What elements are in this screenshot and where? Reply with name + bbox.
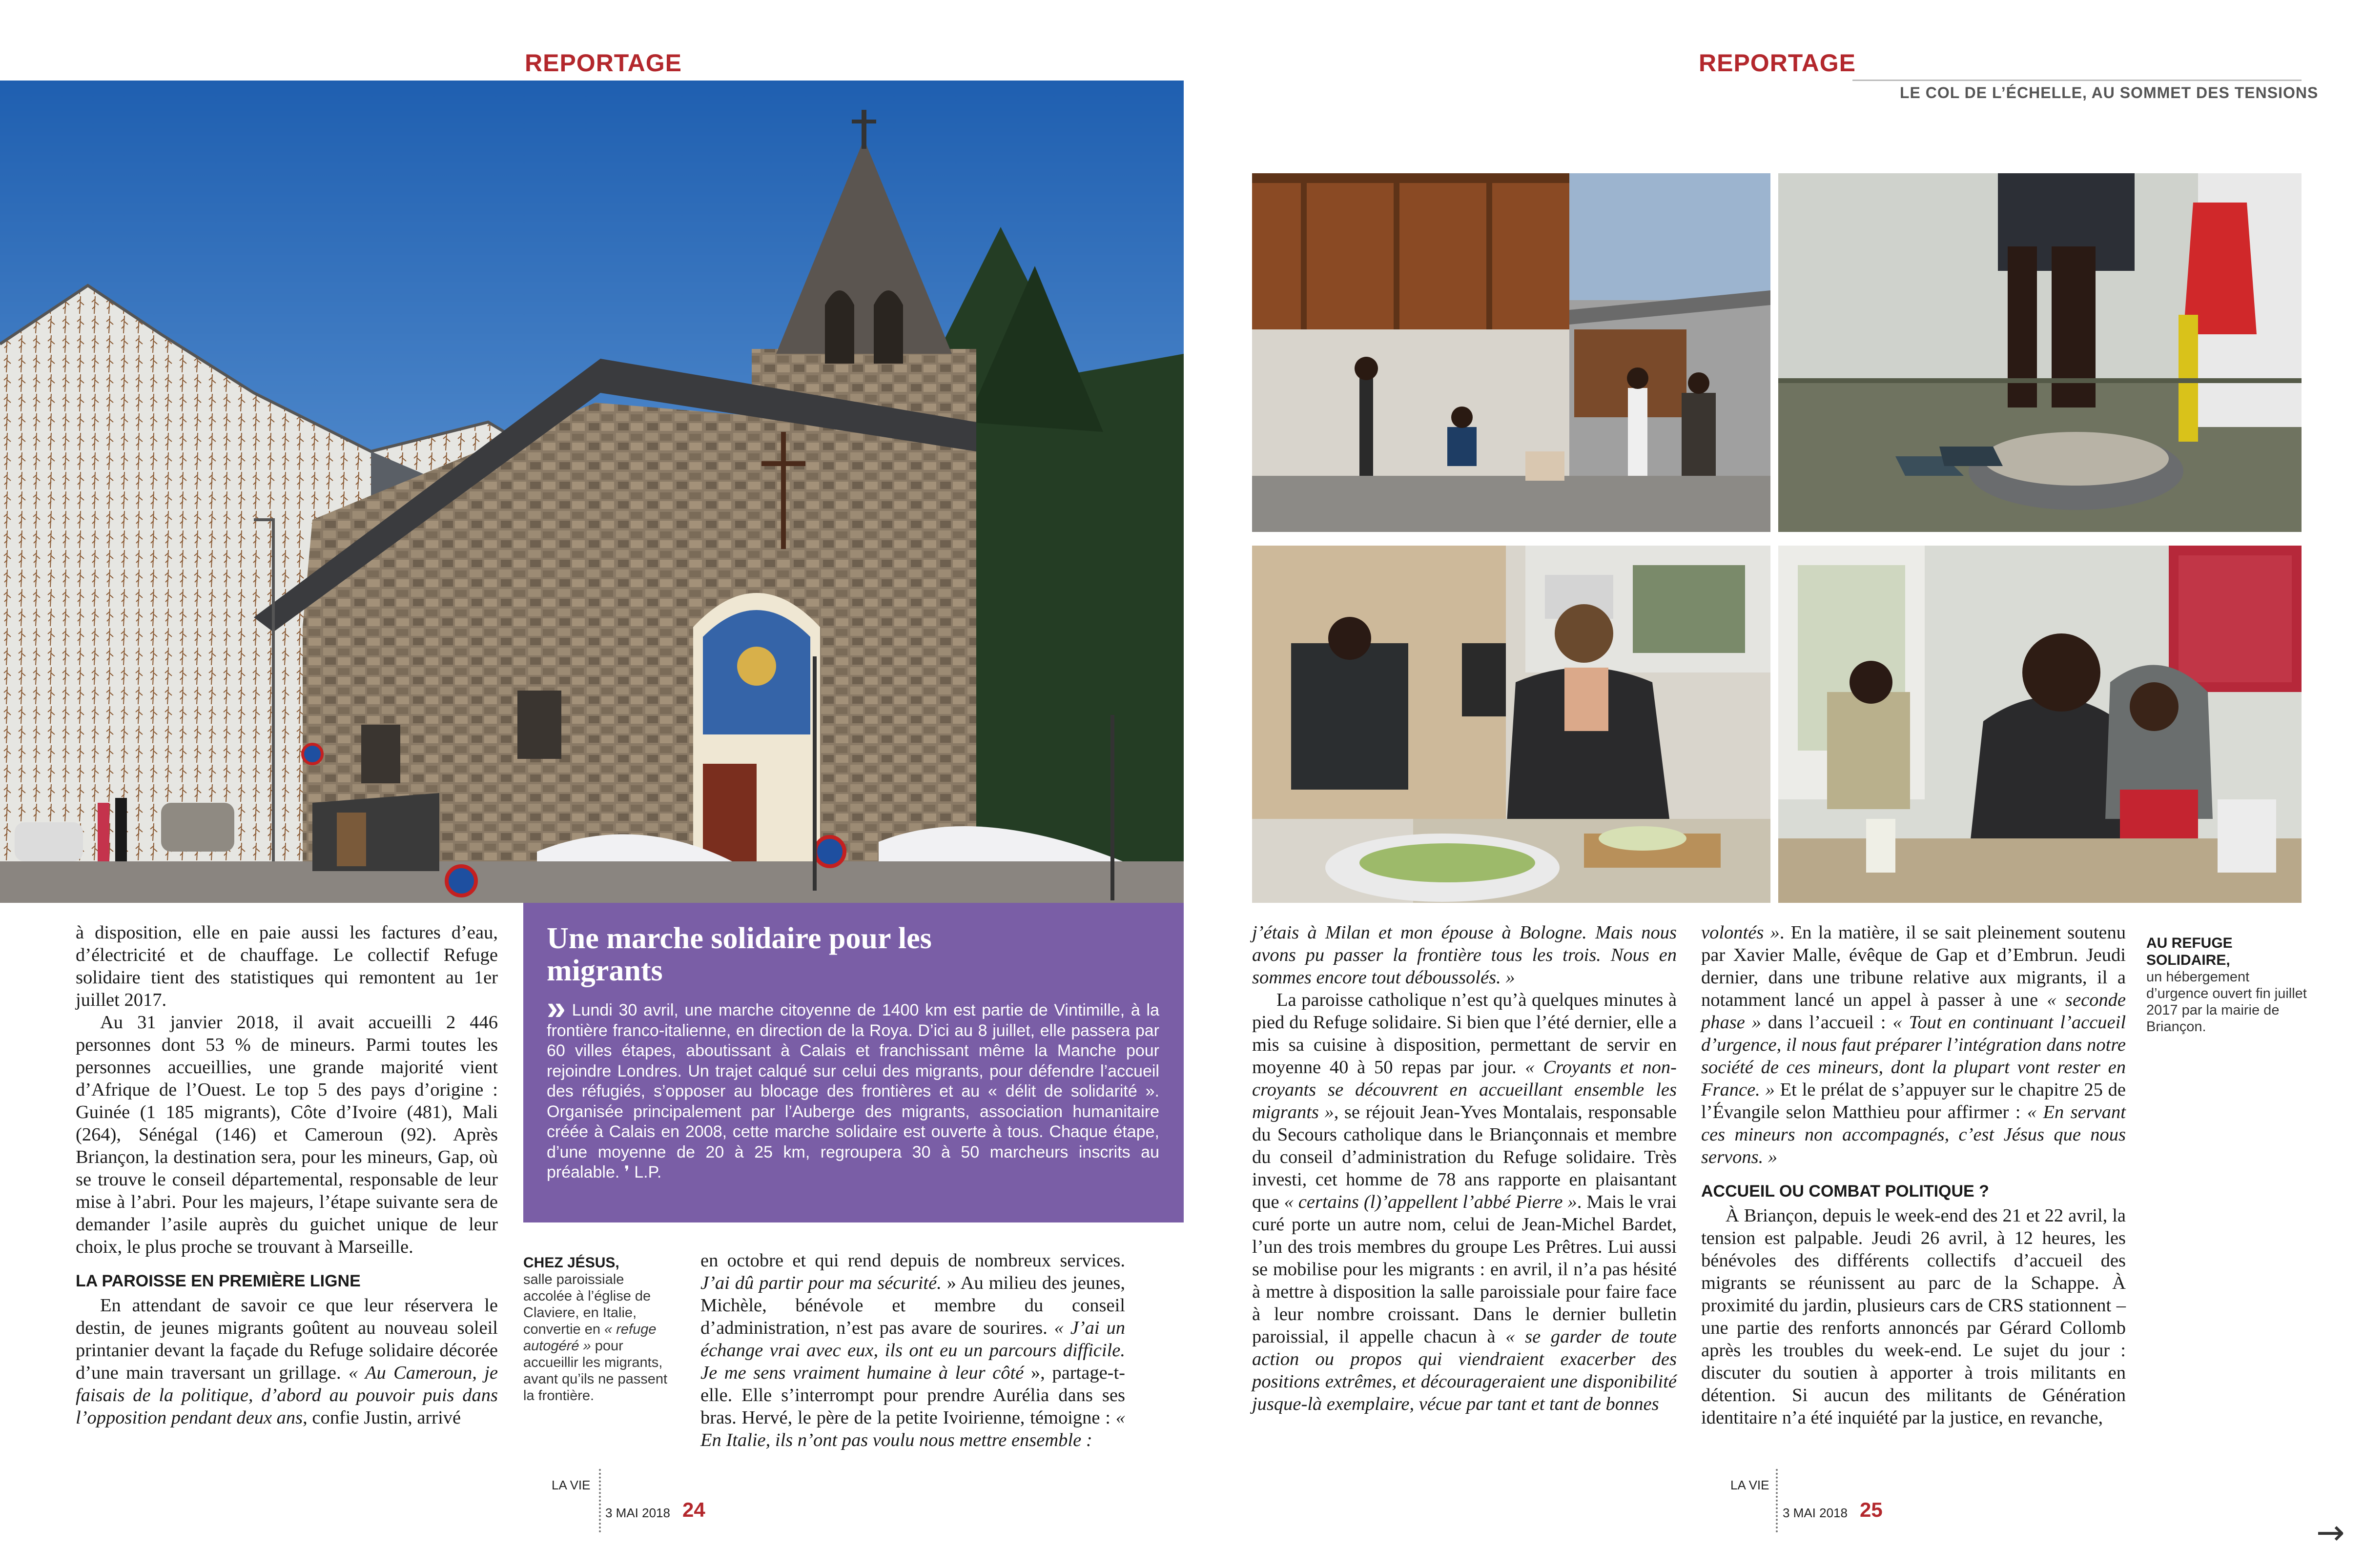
left-folio-mag: LA VIE — [552, 1478, 591, 1492]
quote-end-icon: ❜ — [624, 1163, 630, 1181]
left-kicker: REPORTAGE — [525, 49, 682, 77]
right-folio-date: 3 MAI 2018 — [1783, 1506, 1848, 1520]
caption-text: un hébergement d’urgence ouvert fin juillet 2017 par la mairie de Briançon. — [2146, 969, 2307, 1035]
refuge-caption — [2146, 935, 2307, 1035]
right-folio-mag: LA VIE — [1730, 1478, 1769, 1492]
right-page-number: 25 — [1860, 1498, 1883, 1521]
paragraph: à disposition, elle en paie aussi les factures d’eau, d’électricité et de chauffage. Le collectif Refuge solidaire tient des statistiques qui remontent au 1er juillet 2017. — [76, 922, 498, 1010]
left-folio-date: 3 MAI 2018 — [605, 1506, 670, 1520]
paragraph: en octobre et qui rend depuis de nombreux services. J’ai dû partir pour ma sécurité. » Au milieu des jeunes, Michèle, bénévole et membre du conseil d’administration, n’est pas avare de sourires. « J’ai un échange vrai avec eux, ils ont eu un parcours difficile. Je me sens vraiment humaine à leur côté », partage-t-elle. Elle s’interrompt pour prendre Aurélia dans ses bras. Hervé, le père de la petite Ivoirienne, témoigne : « En Italie, ils n’ont pas voulu nous mettre ensemble : — [700, 1250, 1126, 1450]
photo-mother-child — [1778, 546, 2302, 903]
box-body: » Lundi 30 avril, une marche citoyenne de 1400 km est partie de Vintimille, à la frontière franco-italienne, en direction de la Roya. D’ici au 8 juillet, elle passera par 60 villes étapes, aboutissant à Calais et franchissant même la Manche pour rejoindre Londres. Un trajet calqué sur celui des migrants, pour défendre l’accueil des réfugiés, s’opposer au blocage des frontières et au « délit de solidarité ». Organisée principalement par l’Auberge des migrants, association humanitaire créée à Calais en 2008, cette marche solidaire est ouverte à tous. Chaque étape, d’une moyenne de 20 à 25 km, regroupera 30 à 50 marcheurs inscrits au préalable. ❜ L.P. — [547, 989, 1159, 1181]
paragraph: volontés ». En la matière, il se sait pleinement soutenu par Xavier Malle, évêque de Gap et d’Embrun. Jeudi dernier, dans une tribune relative aux migrants, il a notamment lancé un appel à passer à une « seconde phase » dans l’accueil : « Tout en continuant l’accueil d’urgence, il nous faut préparer l’intégration dans notre société de ces mineurs, dont la plupart vont rester en France. » Et le prélat de s’appuyer sur le chapitre 25 de l’Évangile selon Matthieu pour affirmer : « En servant ces mineurs non accompagnés, c’est Jésus que nous servons. » — [1701, 922, 2126, 1167]
right-subtitle: LE COL DE L’ÉCHELLE, AU SOMMET DES TENSIONS — [1900, 84, 2319, 102]
church-photo — [0, 81, 1184, 903]
caption-title: AU REFUGE SOLIDAIRE, — [2146, 935, 2233, 968]
left-column-3 — [700, 1249, 1125, 1451]
right-rule — [1852, 80, 2302, 81]
next-page-arrow-icon[interactable]: → — [2316, 1512, 2345, 1552]
caption-title: CHEZ JÉSUS, — [523, 1255, 619, 1271]
left-folio-divider — [599, 1469, 601, 1532]
photo-kitchen — [1252, 546, 1770, 903]
right-folio-divider — [1776, 1469, 1778, 1532]
right-column-1 — [1252, 921, 1677, 1415]
box-signature: L.P. — [634, 1163, 662, 1181]
paragraph: j’étais à Milan et mon épouse à Bologne. Mais nous avons pu passer la frontière tous les trois. Nous en sommes encore tout déboussolés. » — [1252, 922, 1677, 988]
paragraph: La paroisse catholique n’est qu’à quelques minutes à pied du Refuge solidaire. Si bien que l’été dernier, elle a mis sa cuisine à disposition, permettant de servir en moyenne 40 à 50 repas par jour. « Croyants et non-croyants se découvrent en accueillant ensemble les migrants », se réjouit Jean-Yves Montalais, responsable du Secours catholique dans le Briançonnais et membre du conseil d’administration du Refuge solidaire. Très investi, cet homme de 78 ans rapporte en plaisantant que « certains (l)’appellent l’abbé Pierre ». Mais le vrai curé porte un autre nom, celui de Jean-Michel Bardet, l’un des trois membres du groupe Les Prêtres. Lui aussi se mobilise pour les migrants : en avril, il n’a pas hésité à mettre à disposition la salle paroissiale pour faire face à leur nombre croissant. Dans le dernier bulletin paroissial, il appelle chacun à « se garder de toute action ou propos qui viendraient exacerber des positions extrêmes, et décourageraient une disponibilité jusque-là exemplaire, vécue par tant et tant de bonnes — [1252, 990, 1677, 1414]
left-column-1 — [76, 921, 498, 1429]
quote-icon: » — [547, 989, 566, 1027]
sidebar-box — [523, 903, 1184, 1222]
church-caption — [523, 1254, 670, 1404]
left-page-number: 24 — [682, 1498, 705, 1521]
paragraph: À Briançon, depuis le week-end des 21 et 22 avril, la tension est palpable. Jeudi 26 avril, à 12 heures, les bénévoles des différents collectifs d’accueil des migrants se réunissent au parc de la Schappe. À proximité du jardin, plusieurs cars de CRS stationnent – une partie des renforts annoncés par Gérard Collomb après les troubles du week-end. Le sujet du jour : discuter du soutien à apporter à trois militants en détention. Si aucun des militants de Génération identitaire n’a été inquiété par la justice, en revanche, — [1701, 1205, 2126, 1428]
right-kicker: REPORTAGE — [1699, 49, 1856, 77]
paragraph: Au 31 janvier 2018, il avait accueilli 2 446 personnes dont 53 % de mineurs. Parmi toutes les personnes accueillies, une grande majorité vient d’Afrique de l’Ouest. Le top 5 des pays d’origine : Guinée (1 185 migrants), Côte d’Ivoire (481), Mali (264), Sénégal (146) et Cameroun (92). Après Briançon, la destination sera, pour les mineurs, Gap, où se trouve le conseil départemental, responsable de leur mise à l’abri. Pour les majeurs, l’étape suivante sera de demander l’asile auprès du guichet unique de leur choix, le plus proche se trouvant à Marseille. — [76, 1012, 498, 1257]
paragraph: En attendant de savoir ce que leur réservera le destin, de jeunes migrants goûtent au nouveau soleil printanier devant la façade du Refuge solidaire décorée d’une main traversant un grillage. « Au Cameroun, je faisais de la politique, d’abord au pouvoir puis dans l’opposition pendant deux ans, confie Justin, arrivé — [76, 1295, 498, 1428]
right-column-2 — [1701, 921, 2126, 1429]
photo-men-outside — [1252, 173, 1770, 532]
section-heading: ACCUEIL OU COMBAT POLITIQUE ? — [1701, 1182, 1989, 1201]
box-title: Une marche solidaire pour les migrants — [547, 922, 932, 987]
caption-text: salle paroissiale accolée à l’église de Claviere, en Italie, convertie en « refuge autogéré » pour accueillir les migrants, avant qu’ils ne passent la frontière. — [523, 1272, 668, 1404]
photo-foot-bath — [1778, 173, 2302, 532]
section-heading: LA PAROISSE EN PREMIÈRE LIGNE — [76, 1272, 361, 1290]
